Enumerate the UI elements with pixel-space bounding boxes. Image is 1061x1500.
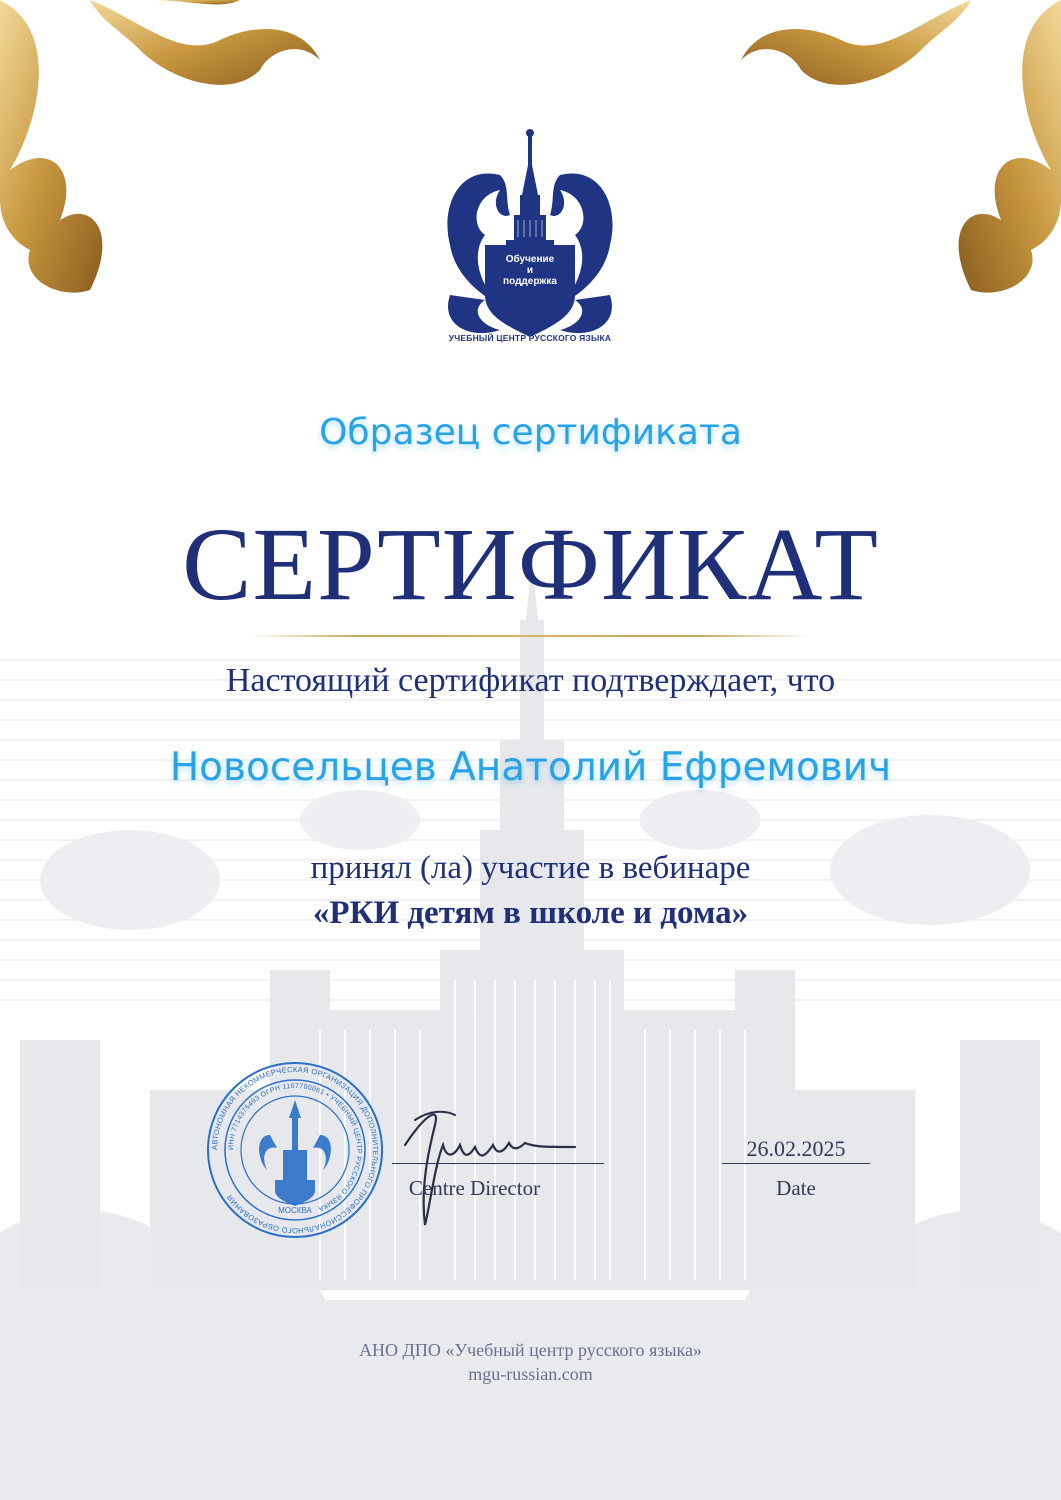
- recipient-name: Новосельцев Анатолий Ефремович: [169, 745, 892, 790]
- director-signature-icon: [385, 1085, 585, 1235]
- signature-line: [392, 1163, 604, 1164]
- date-line: [722, 1163, 870, 1164]
- sample-title: Образец сертификата: [319, 412, 742, 453]
- official-stamp-icon: [205, 1060, 385, 1240]
- webinar-title: «РКИ детям в школе и дома»: [312, 895, 749, 931]
- university-logo-icon: [430, 125, 630, 350]
- date-value: 26.02.2025: [746, 1136, 846, 1161]
- logo-shield-text: [480, 254, 580, 287]
- certificate-title: СЕРТИФИКАТ: [182, 507, 879, 622]
- stamp-city-text: МОСКВА: [278, 1206, 312, 1215]
- gold-divider: [250, 635, 810, 637]
- logo-shield-line-1: Обучение: [505, 254, 555, 265]
- gold-ornament-top-right-icon: [740, 0, 1061, 310]
- stamp-inner-text: ИНН 7714375493 ОГРН 1167700061 • УЧЕБНЫЙ ЦЕНТР РУССКОГО ЯЗЫКА: [227, 1082, 363, 1213]
- gold-ornament-top-left-icon: [0, 0, 330, 310]
- date-label: Date: [776, 1176, 816, 1200]
- participation-text: принял (ла) участие в вебинаре: [310, 850, 751, 886]
- footer-website-link[interactable]: mgu-russian.com: [468, 1364, 593, 1384]
- intro-text: Настоящий сертификат подтверждает, что: [225, 662, 836, 699]
- logo-shield-line-2: и: [526, 265, 534, 276]
- logo-shield-line-3: поддержка: [503, 276, 557, 287]
- logo-caption: УЧЕБНЫЙ ЦЕНТР РУССКОГО ЯЗЫКА: [448, 333, 612, 343]
- footer-organization: АНО ДПО «Учебный центр русского языка»: [359, 1340, 702, 1360]
- signature-label: Centre Director: [408, 1176, 541, 1200]
- stamp-outer-text: АВТОНОМНАЯ НЕКОММЕРЧЕСКАЯ ОРГАНИЗАЦИЯ ДОПОЛНИТЕЛЬНОГО ПРОФЕССИОНАЛЬНОГО ОБРАЗОВАНИЯ: [209, 1064, 381, 1236]
